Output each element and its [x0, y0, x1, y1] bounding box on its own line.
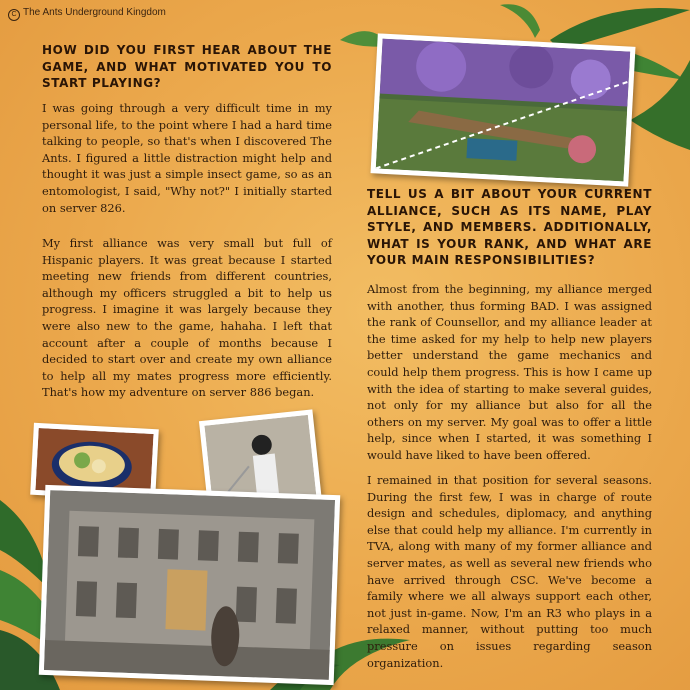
question-1-heading: HOW DID YOU FIRST HEAR ABOUT THE GAME, AND WHAT MOTIVATED YOU TO START PLAYING? [42, 43, 332, 90]
answer-2-paragraph-1: Almost from the beginning, my alliance merged with another, thus forming BAD. I was assigned the rank of Counsellor, and my alliance leader at the time asked for my help to help new players better understand the game mechanics and could help them progress. This is how I came up with the idea of starting to make several guides, not only for my alliance but also for all the others on my server. My goal was to offer a little help, since when I started, it was something I would have liked to have been offered. [367, 282, 652, 462]
copyright-text: The Ants Underground Kingdom [23, 7, 166, 18]
question-2-heading: TELL US A BIT ABOUT YOUR CURRENT ALLIANCE, SUCH AS ITS NAME, PLAY STYLE, AND MEMBERS. ADDITIONALLY, WHAT IS YOUR RANK, AND WHAT ARE YOUR MAIN RESPONSIBILITIES? [367, 187, 652, 267]
answer-1-paragraph-1: I was going through a very difficult time in my personal life, to the point where I had a hard time talking to people, so that's when I discovered The Ants. I figured a little distraction might help and thought it was just a simple insect game, so as an entomologist, I said, "Why not?" I initially started on server 826. [42, 101, 332, 215]
answer-2-paragraph-2: I remained in that position for several seasons. During the first few, I was in charge of route design and schedules, diplomacy, and anything else that could help my alliance. I'm currently in TVA, along with many of my former alliance and server mates, as well as several new friends who have arrived through CSC. We've become a family where we all always support each other, not just in-game. Now, I'm an R3 who plays in a relaxed manner, without putting too much pressure on issues regarding season organization. [367, 473, 652, 670]
copyright-notice [8, 7, 166, 21]
game-screenshot-photo [371, 33, 636, 186]
copyright-icon: C [8, 9, 20, 21]
building-photo [39, 485, 340, 685]
answer-1-paragraph-2: My first alliance was very small but full of Hispanic players. It was great because I started meeting new friends from different countries, although my officers struggled a bit to help us progress. I imagine it was largely because they were also new to the game, hahaha. I left that account after a couple of months because I decided to start over and create my own alliance to help all my mates progress more efficiently. That's how my adventure on server 886 began. [42, 236, 332, 400]
